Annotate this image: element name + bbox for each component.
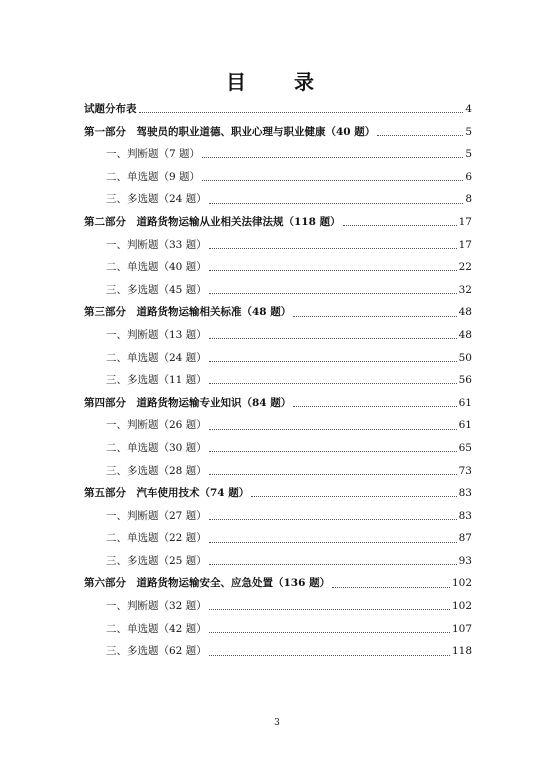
toc-entry-page: 17: [458, 238, 472, 251]
toc-entry-page: 87: [458, 532, 472, 545]
toc-entry[interactable]: [84, 143, 472, 166]
toc-entry-label: 二、单选题（30 题）: [106, 441, 207, 454]
page-title: 目 录: [226, 70, 328, 94]
dot-leader: [209, 337, 457, 339]
toc-entry[interactable]: [84, 256, 472, 279]
page-number: 3: [274, 718, 280, 728]
dot-leader: [332, 586, 450, 588]
toc-entry[interactable]: [84, 437, 472, 460]
toc-entry-label: 一、判断题（33 题）: [106, 238, 207, 251]
toc-entry-page: 93: [458, 554, 472, 567]
toc-entry[interactable]: [84, 618, 472, 641]
toc-entry-page: 48: [458, 306, 472, 319]
dot-leader: [209, 563, 457, 565]
toc-entry-label: 三、多选题（28 题）: [106, 464, 207, 477]
toc-entry[interactable]: [84, 482, 472, 505]
toc-entry-label: 二、单选题（24 题）: [106, 351, 207, 364]
toc-entry-label: 三、多选题（45 题）: [106, 283, 207, 296]
toc-entry-page: 107: [451, 622, 472, 635]
toc-entry-page: 8: [465, 193, 472, 206]
toc-entry-label: 三、多选题（24 题）: [106, 193, 207, 206]
toc-entry-label: 一、判断题（13 题）: [106, 328, 207, 341]
toc-entry[interactable]: [84, 301, 472, 324]
toc-entry-label: 第四部分 道路货物运输专业知识（84 题）: [84, 396, 292, 409]
toc-entry-page: 17: [458, 215, 472, 228]
toc-entry-page: 118: [451, 645, 472, 658]
dot-leader: [293, 315, 456, 317]
toc-entry-label: 二、单选题（9 题）: [106, 170, 201, 183]
toc-entry-page: 73: [458, 464, 472, 477]
toc-entry[interactable]: [84, 324, 472, 347]
toc-entry[interactable]: [84, 279, 472, 302]
toc-entry-page: 6: [465, 170, 472, 183]
dot-leader: [209, 450, 457, 452]
toc-entry-page: 50: [458, 351, 472, 364]
toc-entry-page: 61: [458, 396, 472, 409]
dot-leader: [293, 405, 456, 407]
toc-entry-label: 三、多选题（25 题）: [106, 554, 207, 567]
dot-leader: [209, 269, 457, 271]
toc-entry-page: 22: [458, 261, 472, 274]
toc-entry-page: 5: [465, 148, 472, 161]
toc-entry[interactable]: [84, 369, 472, 392]
toc-entry[interactable]: [84, 414, 472, 437]
toc-entry-page: 102: [451, 577, 472, 590]
toc-entry[interactable]: [84, 460, 472, 483]
toc-entry-page: 102: [451, 600, 472, 613]
toc-entry[interactable]: [84, 234, 472, 257]
toc-entry-label: 一、判断题（27 题）: [106, 509, 207, 522]
toc-entry-page: 56: [458, 374, 472, 387]
dot-leader: [209, 518, 457, 520]
toc-entry[interactable]: [84, 505, 472, 528]
toc-entry[interactable]: [84, 392, 472, 415]
dot-leader: [209, 473, 457, 475]
toc-entry-label: 三、多选题（11 题）: [106, 374, 207, 387]
toc-entry-page: 5: [465, 125, 472, 138]
toc-entry-label: 第三部分 道路货物运输相关标准（48 题）: [84, 306, 292, 319]
toc-entry-label: 第二部分 道路货物运输从业相关法律法规（118 题）: [84, 215, 341, 228]
toc-entry-page: 48: [458, 328, 472, 341]
dot-leader: [209, 631, 450, 633]
toc-entry-label: 第五部分 汽车使用技术（74 题）: [84, 487, 250, 500]
toc-entry[interactable]: [84, 640, 472, 663]
toc-entry-label: 一、判断题（7 题）: [106, 148, 201, 161]
toc-entry-label: 二、单选题（42 题）: [106, 622, 207, 635]
toc-entry[interactable]: [84, 166, 472, 189]
toc-entry[interactable]: [84, 121, 472, 144]
toc-entry-page: 83: [458, 509, 472, 522]
toc-entry[interactable]: [84, 347, 472, 370]
dot-leader: [209, 428, 457, 430]
toc-entry[interactable]: [84, 572, 472, 595]
toc-entry-label: 三、多选题（62 题）: [106, 645, 207, 658]
toc-entry-page: 61: [458, 419, 472, 432]
dot-leader: [209, 360, 457, 362]
toc-entry-label: 二、单选题（40 题）: [106, 261, 207, 274]
toc-entry[interactable]: [84, 527, 472, 550]
toc-entry-page: 4: [465, 103, 472, 115]
toc-entry[interactable]: [84, 211, 472, 234]
dot-leader: [209, 292, 457, 294]
toc-entry[interactable]: [84, 188, 472, 211]
dot-leader: [251, 495, 456, 497]
toc-entry-label: 第六部分 道路货物运输安全、应急处置（136 题）: [84, 577, 331, 590]
toc-entry-label: 试题分布表: [84, 103, 137, 115]
dot-leader: [139, 111, 464, 113]
dot-leader: [209, 608, 450, 610]
dot-leader: [343, 224, 457, 226]
table-of-contents: [84, 98, 472, 663]
toc-entry-label: 一、判断题（32 题）: [106, 600, 207, 613]
toc-entry[interactable]: [84, 550, 472, 573]
dot-leader: [209, 202, 464, 204]
toc-entry-page: 83: [458, 487, 472, 500]
toc-entry[interactable]: [84, 595, 472, 618]
toc-entry-page: 65: [458, 441, 472, 454]
toc-entry-label: 一、判断题（26 题）: [106, 419, 207, 432]
dot-leader: [209, 541, 457, 543]
dot-leader: [202, 156, 463, 158]
dot-leader: [209, 654, 450, 656]
dot-leader: [209, 382, 457, 384]
dot-leader: [209, 247, 457, 249]
dot-leader: [202, 179, 463, 181]
dot-leader: [377, 134, 463, 136]
toc-entry-label: 二、单选题（22 题）: [106, 532, 207, 545]
toc-entry-page: 32: [458, 283, 472, 296]
toc-entry[interactable]: [84, 98, 472, 121]
toc-entry-label: 第一部分 驾驶员的职业道德、职业心理与职业健康（40 题）: [84, 125, 376, 138]
